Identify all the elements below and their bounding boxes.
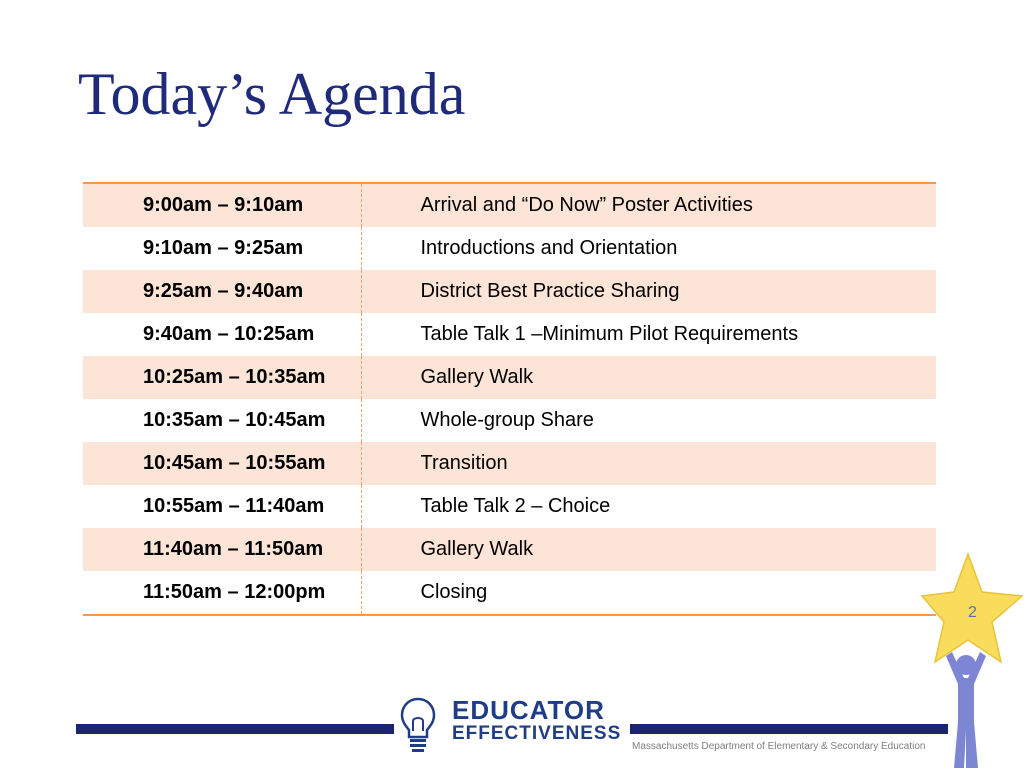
agenda-time: 11:40am – 11:50am bbox=[83, 528, 361, 571]
footer-bar-right bbox=[630, 724, 948, 734]
agenda-time: 9:10am – 9:25am bbox=[83, 227, 361, 270]
table-row bbox=[83, 442, 936, 485]
educator-effectiveness-logo bbox=[398, 695, 626, 755]
table-row bbox=[83, 183, 936, 227]
table-row bbox=[83, 356, 936, 399]
agenda-time: 9:40am – 10:25am bbox=[83, 313, 361, 356]
table-row bbox=[83, 528, 936, 571]
agenda-activity: Whole-group Share bbox=[420, 409, 594, 431]
footer-organization: Massachusetts Department of Elementary & Secondary Education bbox=[632, 741, 926, 752]
table-row bbox=[83, 313, 936, 356]
table-row bbox=[83, 571, 936, 615]
star-person-graphic bbox=[918, 552, 1024, 768]
logo-text-effectiveness: EFFECTIVENESS bbox=[452, 723, 622, 744]
agenda-activity: Introductions and Orientation bbox=[420, 237, 678, 259]
agenda-activity: Table Talk 1 –Minimum Pilot Requirements bbox=[420, 323, 799, 345]
page-number: 2 bbox=[968, 604, 977, 621]
agenda-activity: District Best Practice Sharing bbox=[361, 270, 936, 313]
footer-bar-left bbox=[76, 724, 394, 734]
agenda-activity: Closing bbox=[420, 581, 488, 603]
agenda-time: 10:45am – 10:55am bbox=[83, 442, 361, 485]
agenda-time: 9:25am – 9:40am bbox=[83, 270, 361, 313]
slide-title: Today’s Agenda bbox=[78, 61, 466, 127]
agenda-activity: Transition bbox=[361, 442, 936, 485]
table-row bbox=[83, 399, 936, 442]
agenda-activity: Table Talk 2 – Choice bbox=[420, 495, 611, 517]
table-row bbox=[83, 227, 936, 270]
agenda-activity: Gallery Walk bbox=[361, 528, 936, 571]
logo-text-educator: EDUCATOR bbox=[452, 695, 605, 725]
agenda-activity: Gallery Walk bbox=[361, 356, 936, 399]
agenda-activity: Arrival and “Do Now” Poster Activities bbox=[361, 183, 936, 227]
agenda-table bbox=[83, 182, 936, 616]
agenda-time: 11:50am – 12:00pm bbox=[83, 571, 361, 615]
agenda-time: 9:00am – 9:10am bbox=[83, 183, 361, 227]
table-row bbox=[83, 485, 936, 528]
agenda-time: 10:55am – 11:40am bbox=[83, 485, 361, 528]
lightbulb-logo-icon bbox=[398, 695, 438, 755]
star-person-icon bbox=[918, 552, 1024, 768]
agenda-time: 10:25am – 10:35am bbox=[83, 356, 361, 399]
table-row bbox=[83, 270, 936, 313]
agenda-time: 10:35am – 10:45am bbox=[83, 399, 361, 442]
